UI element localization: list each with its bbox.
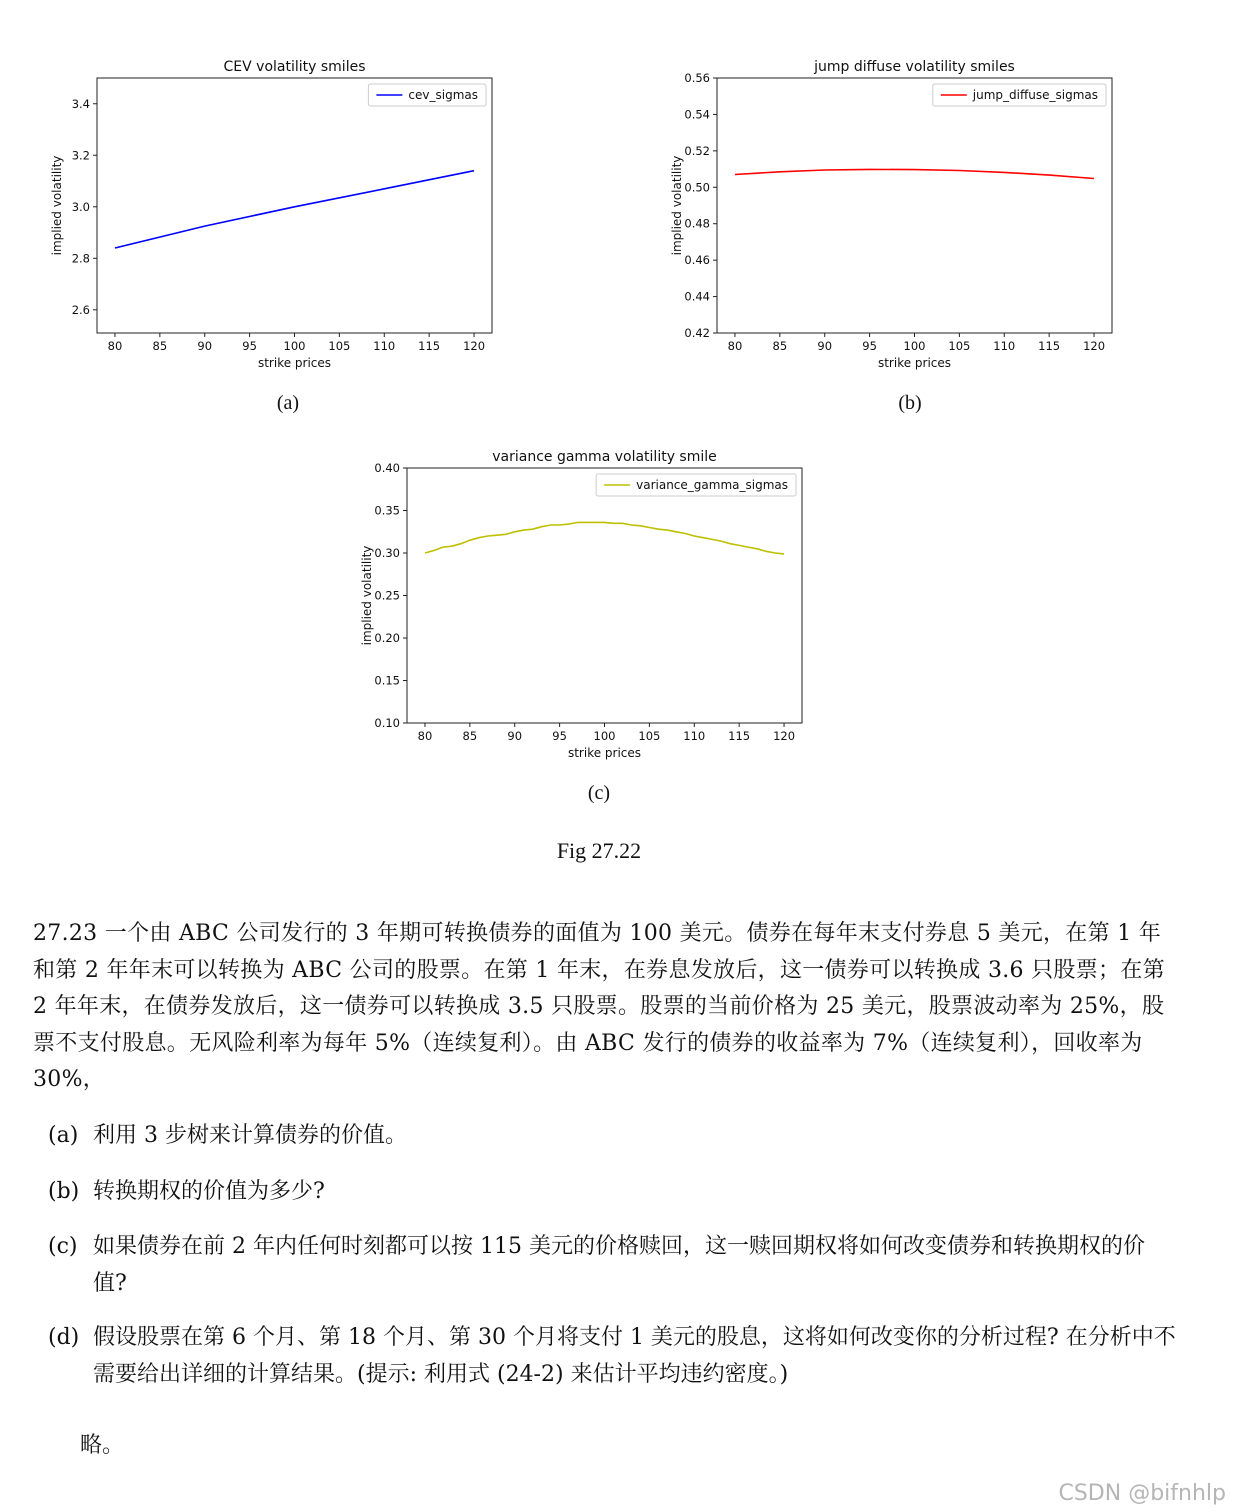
y-tick-label: 3.0 — [71, 199, 90, 214]
chart-cev-svg — [40, 50, 510, 380]
y-tick-label: 0.10 — [374, 716, 400, 730]
item-text: 假设股票在第 6 个月、第 18 个月、第 30 个月将支付 1 美元的股息，这将如何改变你的分析过程? 在分析中不需要给出详细的计算结果。(提示: 利用式 (24-2) 来估计平均违约密度。) — [93, 1325, 1176, 1387]
item-label: (a) — [48, 1123, 79, 1148]
legend-label: cev_sigmas — [408, 88, 478, 102]
x-tick-label: 90 — [197, 339, 213, 353]
plot-frame — [717, 78, 1112, 333]
x-tick-label: 90 — [507, 729, 523, 743]
series-line — [735, 169, 1094, 178]
y-tick-label: 0.52 — [684, 143, 710, 158]
series-line — [425, 522, 784, 554]
caption-b: (b) — [898, 392, 922, 414]
x-tick-label: 80 — [417, 729, 433, 743]
item-label: (c) — [48, 1234, 78, 1259]
item-label: (b) — [48, 1179, 80, 1204]
problem-item-c — [48, 1229, 1178, 1302]
caption-c: (c) — [587, 782, 611, 804]
x-tick-label: 120 — [773, 729, 796, 743]
y-tick-label: 0.50 — [684, 180, 710, 195]
y-tick-label: 0.30 — [374, 546, 400, 560]
x-tick-label: 105 — [948, 339, 971, 353]
y-tick-label: 0.56 — [684, 71, 710, 85]
y-tick-label: 3.4 — [71, 96, 90, 111]
y-tick-label: 0.44 — [684, 289, 710, 304]
y-tick-label: 0.20 — [374, 631, 400, 645]
x-tick-label: 80 — [727, 339, 743, 353]
x-tick-label: 120 — [1083, 339, 1106, 353]
answer-omitted: 略。 — [80, 1433, 125, 1458]
problem-item-a — [48, 1118, 1178, 1155]
x-tick-label: 85 — [772, 339, 788, 353]
y-tick-label: 2.6 — [71, 302, 90, 317]
x-axis-label: strike prices — [257, 356, 332, 370]
chart-title: CEV volatility smiles — [223, 59, 366, 75]
caption-a: (a) — [276, 392, 300, 414]
plot-frame — [407, 468, 802, 723]
y-axis-label: implied volatility — [360, 545, 374, 646]
series-line — [115, 171, 474, 248]
item-text: 如果债券在前 2 年内任何时刻都可以按 115 美元的价格赎回，这一赎回期权将如何改变债券和转换期权的价值? — [93, 1234, 1145, 1296]
y-axis-label: implied volatility — [670, 155, 684, 256]
y-axis-label: implied volatility — [50, 155, 64, 256]
item-label: (d) — [48, 1325, 80, 1350]
x-tick-label: 100 — [903, 339, 926, 353]
figure-caption: Fig 27.22 — [556, 838, 642, 863]
x-tick-label: 105 — [638, 729, 661, 743]
problem-statement: 27.23 一个由 ABC 公司发行的 3 年期可转换债券的面值为 100 美元。债券在每年末支付券息 5 美元，在第 1 年和第 2 年年末可以转换为 ABC 公司的股票。在第 1 年末，在券息发放后，这一债券可以转换成 3.6 只股票；在第 2 年年末，在债券发放后，这一债券可以转换成 3.5 只股票。股票的当前价格为 25 美元，股票波动率为 25%，股票不支付股息。无风险利率为每年 5%（连续复利）。由 ABC 发行的债券的收益率为 7%（连续复利），回收率为 30%， — [33, 921, 1165, 1092]
problem-item-b — [48, 1174, 1178, 1211]
item-text: 转换期权的价值为多少? — [93, 1179, 325, 1204]
chart-title: jump diffuse volatility smiles — [814, 59, 1015, 75]
x-axis-label: strike prices — [877, 356, 952, 370]
x-axis-label: strike prices — [567, 746, 642, 760]
y-tick-label: 0.25 — [374, 588, 400, 603]
legend-label: jump_diffuse_sigmas — [972, 88, 1098, 102]
problem-item-d — [48, 1320, 1178, 1393]
chart-jump-diffuse-svg — [660, 50, 1130, 380]
item-text: 利用 3 步树来计算债券的价值。 — [93, 1123, 407, 1148]
x-tick-label: 115 — [418, 339, 441, 353]
x-tick-label: 95 — [242, 339, 257, 353]
x-tick-label: 95 — [552, 729, 567, 743]
y-tick-label: 0.42 — [684, 326, 710, 340]
legend-label: variance_gamma_sigmas — [636, 478, 788, 492]
chart-variance-gamma-svg — [350, 440, 820, 770]
x-tick-label: 110 — [373, 339, 396, 353]
y-tick-label: 0.46 — [684, 253, 710, 268]
x-tick-label: 95 — [862, 339, 877, 353]
x-tick-label: 110 — [993, 339, 1016, 353]
x-tick-label: 115 — [1038, 339, 1061, 353]
y-tick-label: 2.8 — [71, 251, 90, 266]
y-tick-label: 0.35 — [374, 503, 400, 518]
chart-cev — [40, 50, 510, 380]
x-tick-label: 90 — [817, 339, 833, 353]
x-tick-label: 115 — [728, 729, 751, 743]
y-tick-label: 0.40 — [374, 461, 400, 475]
chart-title: variance gamma volatility smile — [492, 449, 717, 465]
y-tick-label: 0.48 — [684, 216, 710, 231]
chart-jump-diffuse — [660, 50, 1130, 380]
x-tick-label: 120 — [463, 339, 486, 353]
watermark: CSDN @bifnhlp — [1058, 1481, 1226, 1506]
y-tick-label: 0.15 — [374, 673, 400, 688]
x-tick-label: 105 — [328, 339, 351, 353]
y-tick-label: 3.2 — [71, 148, 90, 163]
y-tick-label: 0.54 — [684, 107, 710, 122]
x-tick-label: 110 — [683, 729, 706, 743]
x-tick-label: 80 — [107, 339, 123, 353]
x-tick-label: 100 — [593, 729, 616, 743]
plot-frame — [97, 78, 492, 333]
x-tick-label: 85 — [462, 729, 478, 743]
x-tick-label: 100 — [283, 339, 306, 353]
x-tick-label: 85 — [152, 339, 168, 353]
chart-variance-gamma — [350, 440, 820, 770]
